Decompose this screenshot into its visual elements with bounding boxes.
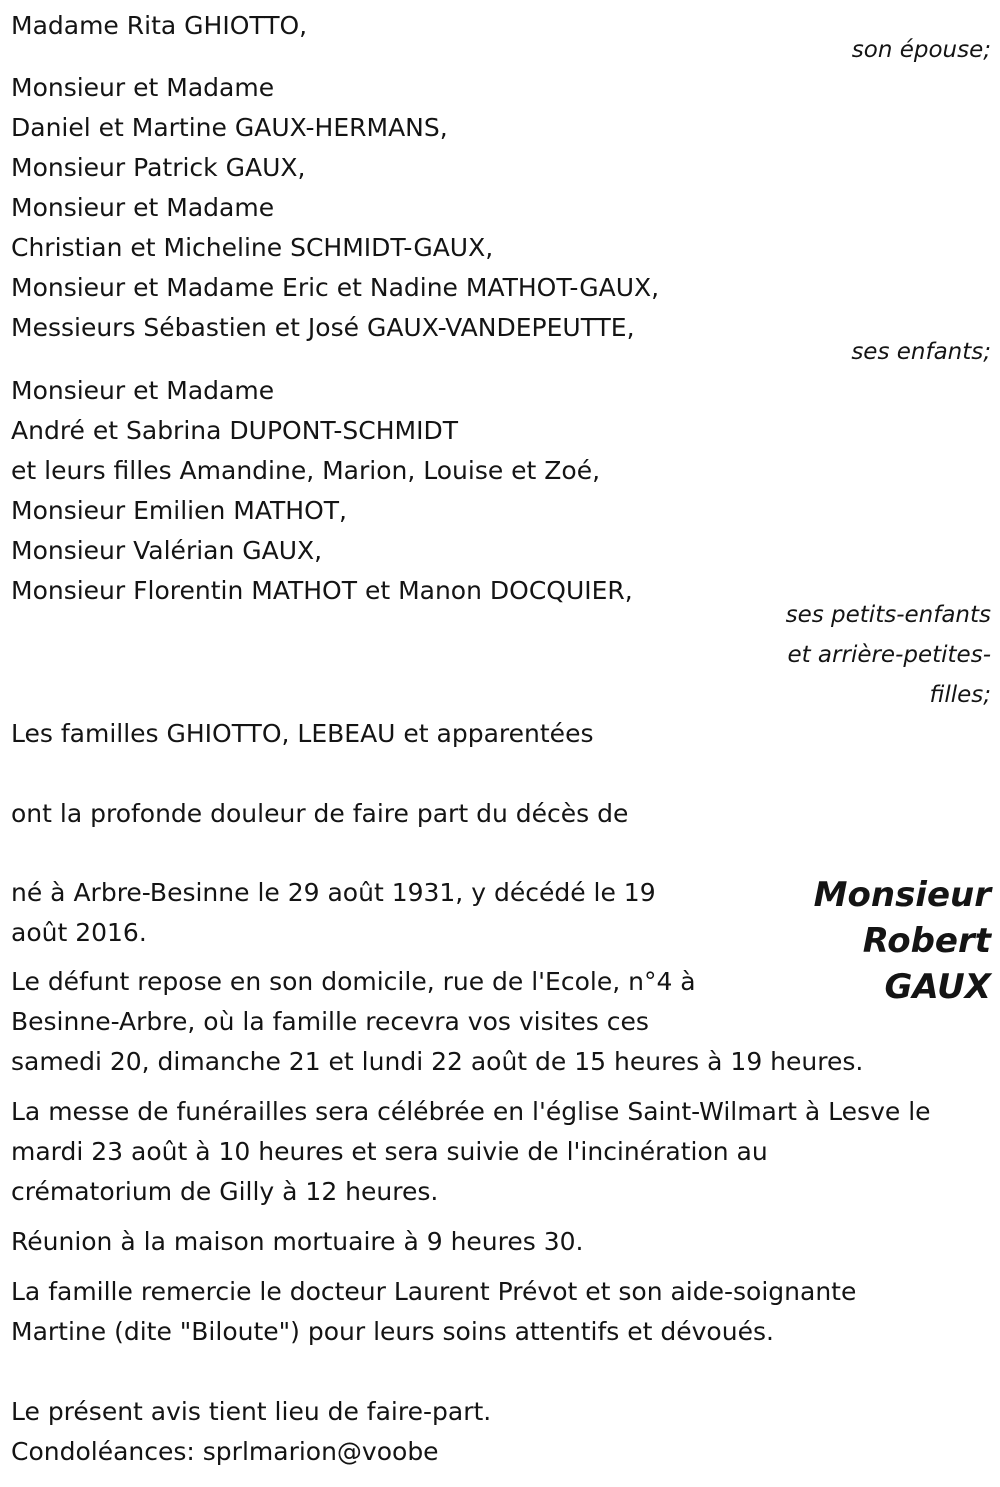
repose-line: samedi 20, dimanche 21 et lundi 22 août de 15 heures à 19 heures.: [11, 1047, 864, 1076]
children-line: Monsieur et Madame: [11, 193, 275, 222]
condolences-line: Condoléances: sprlmarion@voobe: [11, 1437, 439, 1466]
spouse-role: son épouse;: [851, 37, 991, 63]
children-line: Messieurs Sébastien et José GAUX-VANDEPEUTTE,: [11, 313, 635, 342]
spouse-name: Madame Rita GHIOTTO,: [11, 11, 308, 40]
grandchildren-line: Monsieur Valérian GAUX,: [11, 536, 323, 565]
repose-line: Besinne-Arbre, où la famille recevra vos visites ces: [11, 1007, 649, 1036]
mass-line: crématorium de Gilly à 12 heures.: [11, 1177, 439, 1206]
children-line: Monsieur et Madame Eric et Nadine MATHOT-GAUX,: [11, 273, 660, 302]
thanks-line: La famille remercie le docteur Laurent Prévot et son aide-soignante: [11, 1277, 857, 1306]
children-role: ses enfants;: [851, 339, 991, 365]
grandchildren-line: Monsieur Florentin MATHOT et Manon DOCQUIER,: [11, 576, 633, 605]
mass-line: La messe de funérailles sera célébrée en l'église Saint-Wilmart à Lesve le: [11, 1097, 931, 1126]
grandchildren-line: et leurs filles Amandine, Marion, Louise et Zoé,: [11, 456, 601, 485]
grandchildren-line: André et Sabrina DUPONT-SCHMIDT: [11, 416, 458, 445]
notice-line: Le présent avis tient lieu de faire-part.: [11, 1397, 492, 1426]
deceased-name-line: GAUX: [884, 967, 991, 1007]
meeting-line: Réunion à la maison mortuaire à 9 heures 30.: [11, 1227, 584, 1256]
grandchildren-line: Monsieur et Madame: [11, 376, 275, 405]
children-line: Daniel et Martine GAUX-HERMANS,: [11, 113, 448, 142]
children-line: Christian et Micheline SCHMIDT-GAUX,: [11, 233, 494, 262]
repose-line: Le défunt repose en son domicile, rue de l'Ecole, n°4 à: [11, 967, 696, 996]
thanks-line: Martine (dite "Biloute") pour leurs soins attentifs et dévoués.: [11, 1317, 774, 1346]
announcement-line: ont la profonde douleur de faire part du décès de: [11, 799, 629, 828]
mass-line: mardi 23 août à 10 heures et sera suivie de l'incinération au: [11, 1137, 768, 1166]
grandchildren-role: filles;: [929, 682, 991, 708]
grandchildren-role: et arrière-petites-: [787, 642, 991, 668]
deceased-name: [761, 872, 991, 1010]
birth-line: né à Arbre-Besinne le 29 août 1931, y décédé le 19: [11, 878, 656, 907]
grandchildren-role: ses petits-enfants: [785, 602, 991, 628]
children-line: Monsieur Patrick GAUX,: [11, 153, 306, 182]
birth-line: août 2016.: [11, 918, 147, 947]
families-line: Les familles GHIOTTO, LEBEAU et apparentées: [11, 719, 594, 748]
deceased-name-line: Robert: [862, 921, 991, 961]
deceased-name-line: Monsieur: [813, 875, 991, 915]
grandchildren-line: Monsieur Emilien MATHOT,: [11, 496, 347, 525]
children-line: Monsieur et Madame: [11, 73, 275, 102]
